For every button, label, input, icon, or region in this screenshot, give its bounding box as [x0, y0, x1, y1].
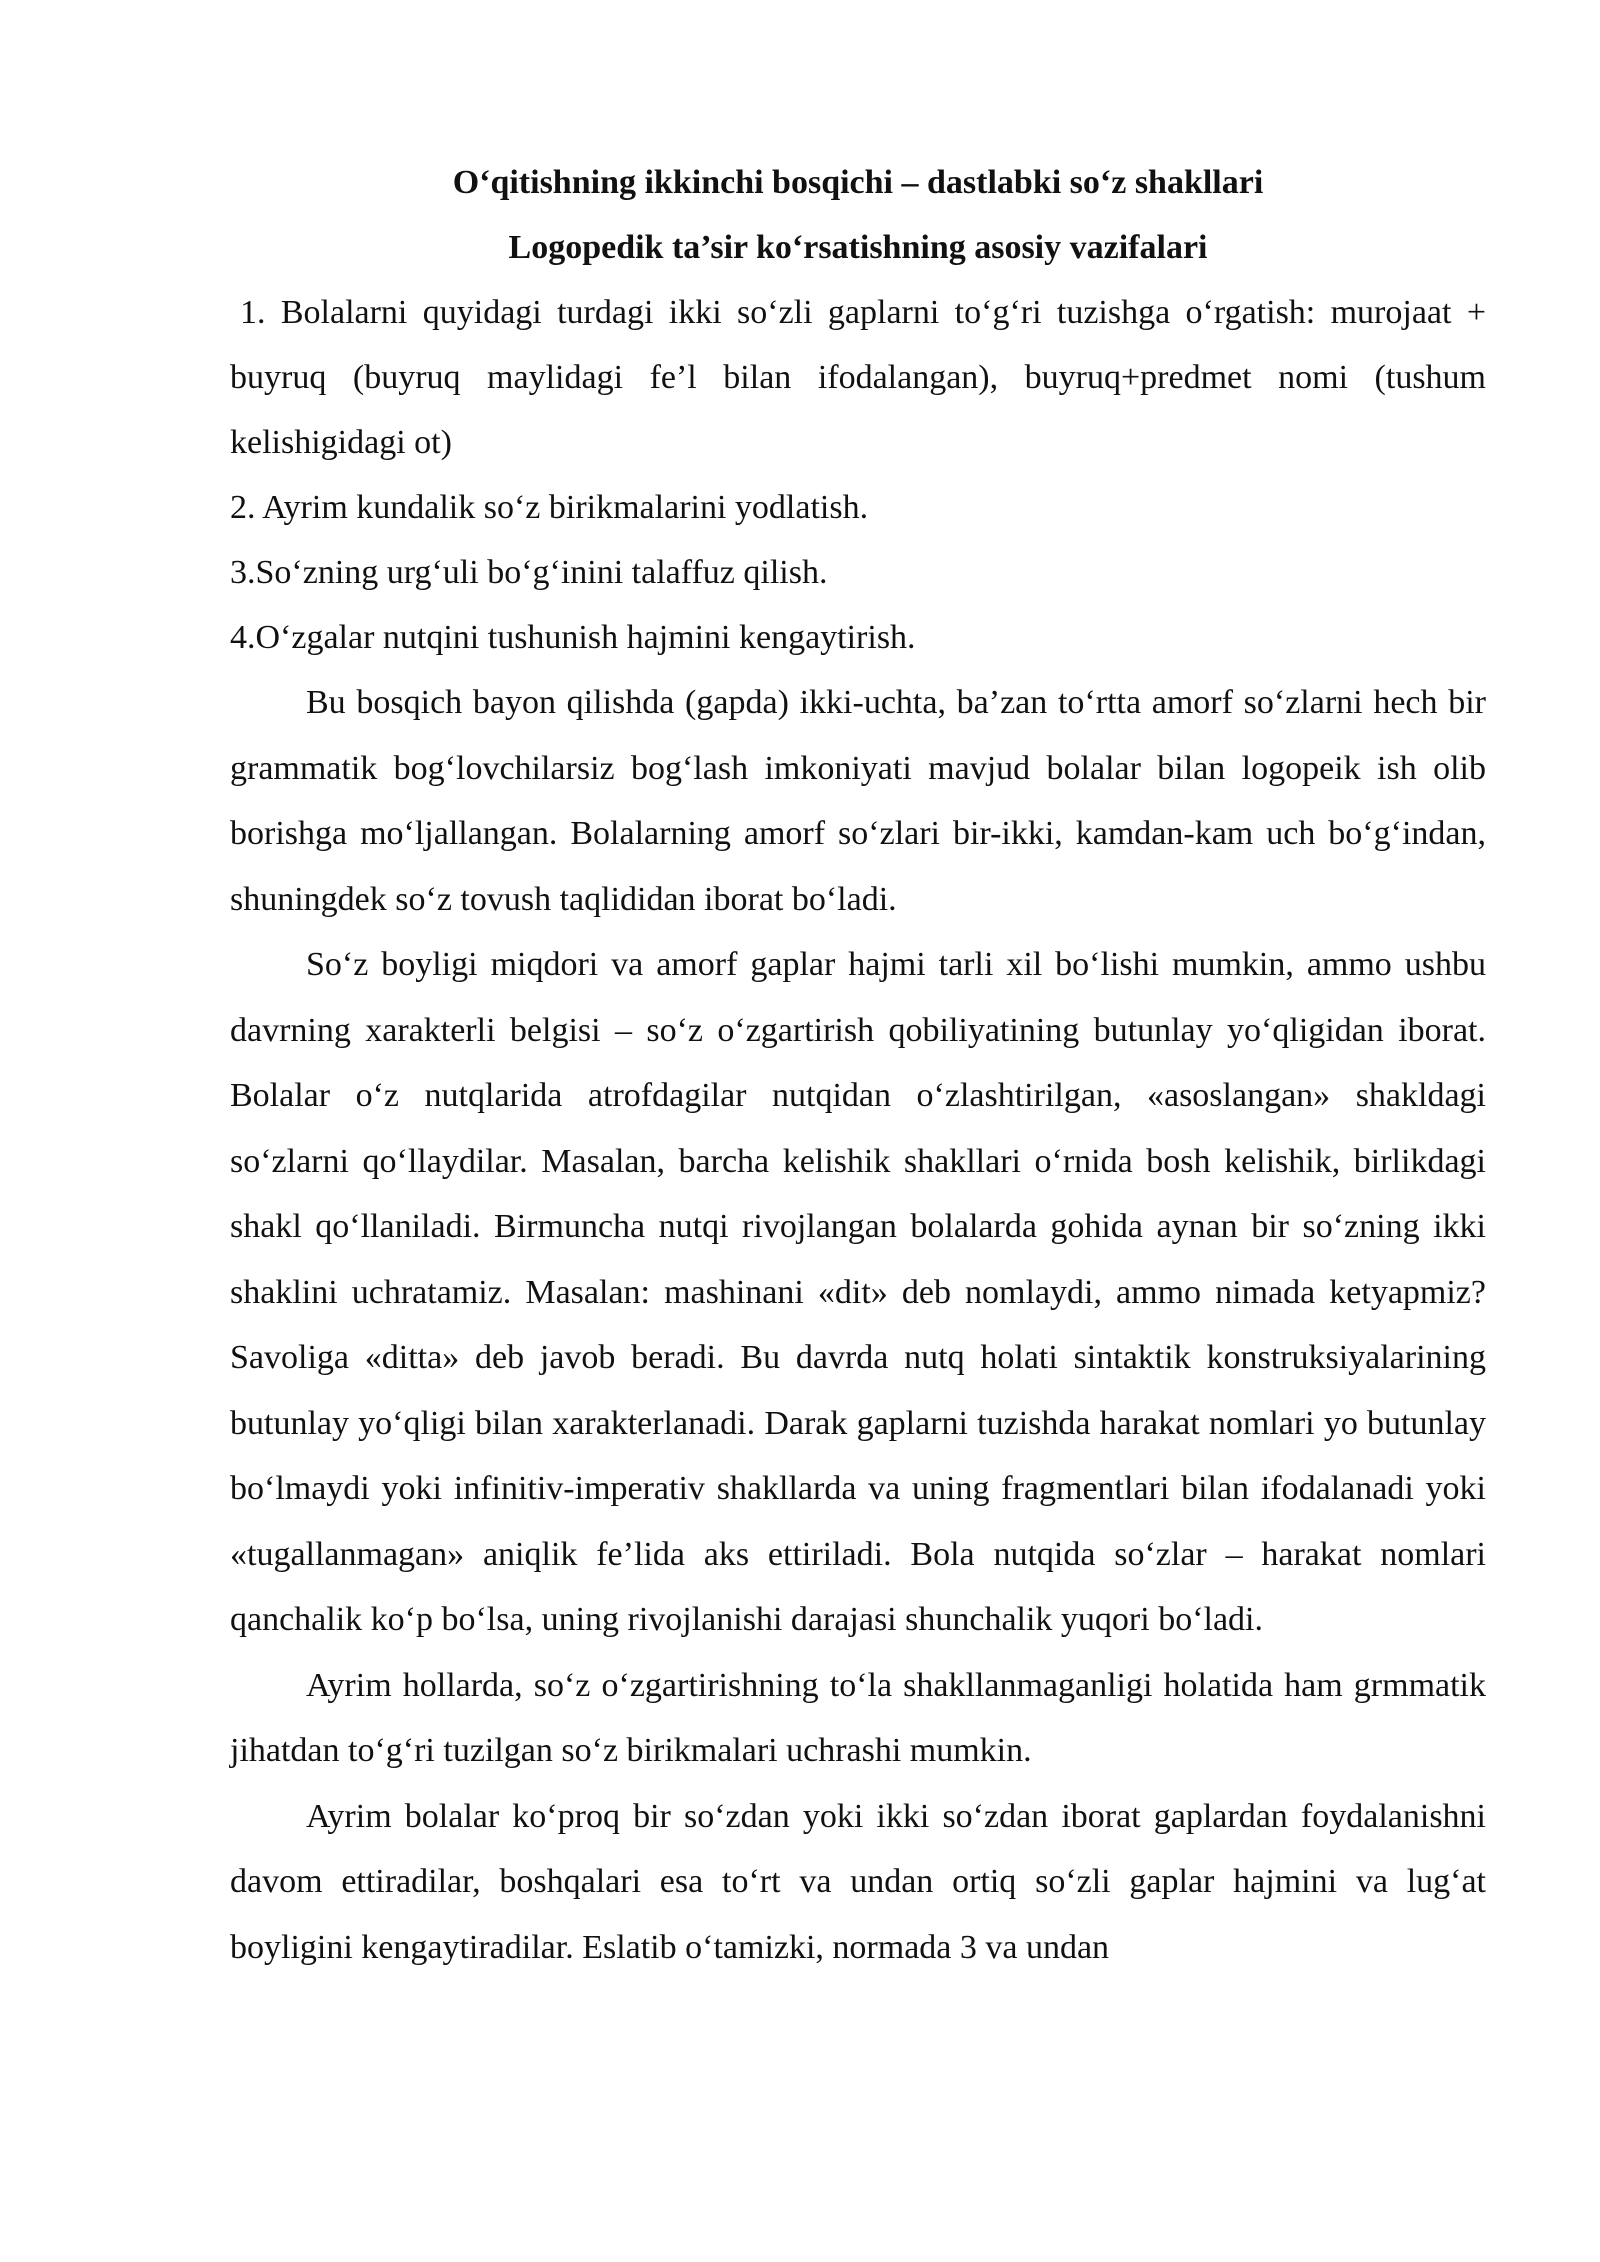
document-subtitle: Logopedik ta’sir ko‘rsatishning asosiy vazifalari: [508, 229, 1208, 266]
task-item-3: 3.So‘zning urg‘uli bo‘g‘inini talaffuz qilish.: [230, 554, 828, 591]
task-item-4: 4.O‘zgalar nutqini tushunish hajmini kengaytirish.: [230, 619, 916, 656]
document-page: [230, 150, 1486, 1980]
paragraph-1: Bu bosqich bayon qilishda (gapda) ikki-uchta, ba’zan to‘rtta amorf so‘zlarni hech bir grammatik bog‘lovchilarsiz bog‘lash imkoniyati mavjud bolalar bilan logopeik ish olib borishga mo‘ljallangan. Bolalarning amorf so‘zlari bir-ikki, kamdan-kam uch bo‘g‘indan, shuningdek so‘z tovush taqlididan iborat bo‘ladi.: [230, 684, 1486, 918]
document-title: O‘qitishning ikkinchi bosqichi – dastlabki so‘z shakllari: [452, 164, 1264, 201]
paragraph-3: Ayrim hollarda, so‘z o‘zgartirishning to‘la shakllanmaganligi holatida ham grmmatik jihatdan to‘g‘ri tuzilgan so‘z birikmalari uchrashi mumkin.: [230, 1666, 1486, 1769]
task-list: [230, 280, 1486, 670]
paragraph-4: Ayrim bolalar ko‘proq bir so‘zdan yoki ikki so‘zdan iborat gaplardan foydalanishni davom ettiradilar, boshqalari esa to‘rt va undan ortiq so‘zli gaplar hajmini va lug‘at boyligini kengaytiradilar. Eslatib o‘tamizki, normada 3 va undan: [230, 1797, 1486, 1966]
task-item-2: 2. Ayrim kundalik so‘z birikmalarini yodlatish.: [230, 489, 869, 526]
paragraph-2: So‘z boyligi miqdori va amorf gaplar hajmi tarli xil bo‘lishi mumkin, ammo ushbu davrning xarakterli belgisi – so‘z o‘zgartirish qobiliyatining butunlay yo‘qligidan iborat. Bolalar o‘z nutqlarida atrofdagilar nutqidan o‘zlashtirilgan, «asoslangan» shakldagi so‘zlarni qo‘llaydilar. Masalan, barcha kelishik shakllari o‘rnida bosh kelishik, birlikdagi shakl qo‘llaniladi. Birmuncha nutqi rivojlangan bolalarda gohida aynan bir so‘zning ikki shaklini uchratamiz. Masalan: mashinani «dit» deb nomlaydi, ammo nimada ketyapmiz? Savoliga «ditta» deb javob beradi. Bu davrda nutq holati sintaktik konstruksiyalarining butunlay yo‘qligi bilan xarakterlanadi. Darak gaplarni tuzishda harakat nomlari yo butunlay bo‘lmaydi yoki infinitiv-imperativ shakllarda va uning fragmentlari bilan ifodalanadi yoki «tugallanmagan» aniqlik fe’lida aks ettiriladi. Bola nutqida so‘zlar – harakat nomlari qanchalik ko‘p bo‘lsa, uning rivojlanishi darajasi shunchalik yuqori bo‘ladi.: [230, 946, 1486, 1638]
task-item-1: 1. Bolalarni quyidagi turdagi ikki so‘zli gaplarni to‘g‘ri tuzishga o‘rgatish: murojaat + buyruq (buyruq maylidagi fe’l bilan ifodalangan), buyruq+predmet nomi (tushum kelishigidagi ot): [230, 294, 1486, 461]
body-text: [230, 670, 1486, 1980]
